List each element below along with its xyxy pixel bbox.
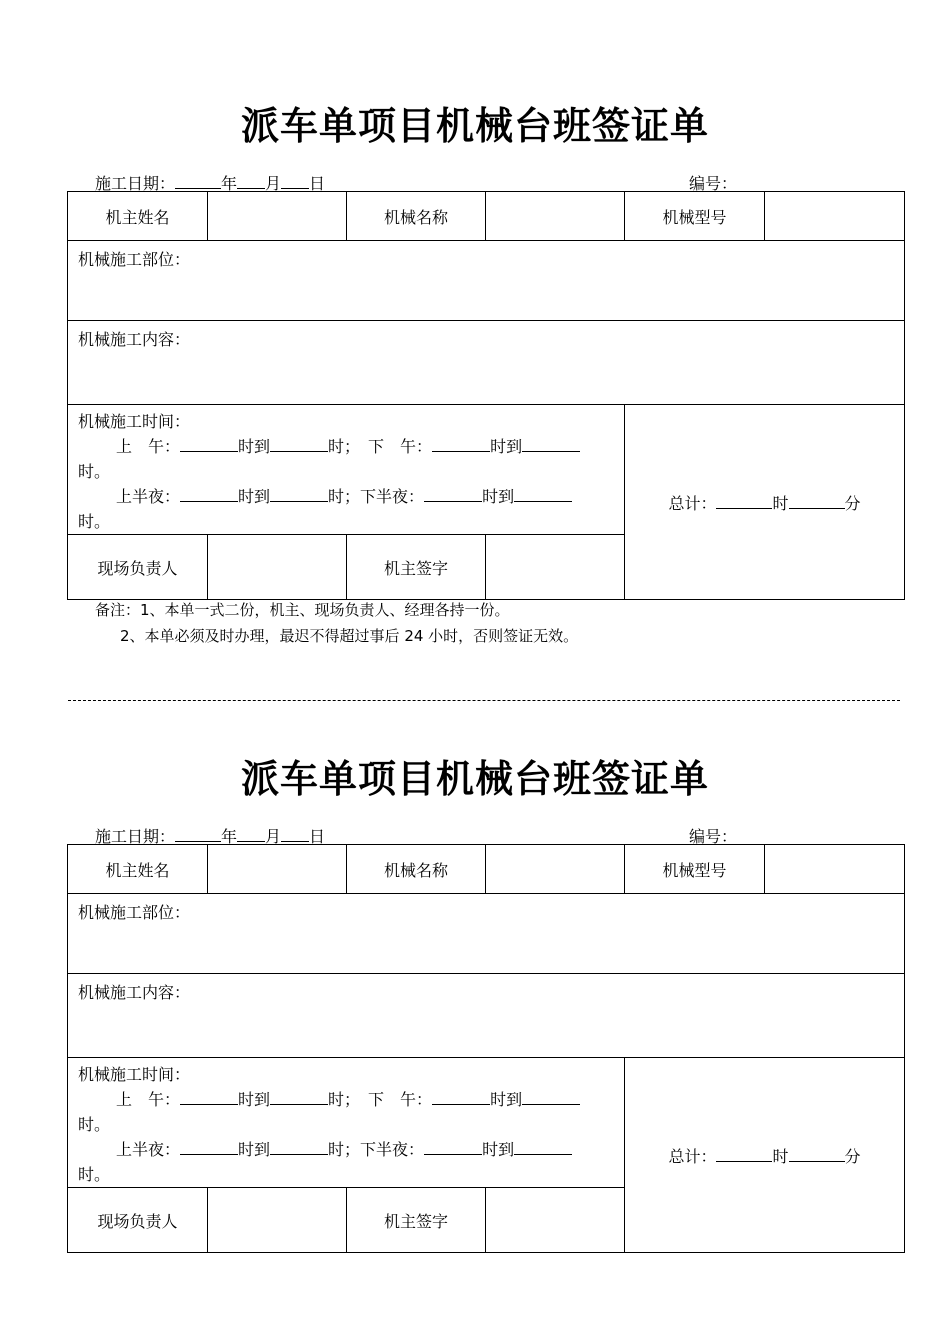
location-label: 机械施工部位：: [78, 903, 191, 922]
machine-model-field[interactable]: [765, 845, 905, 894]
machine-model-field[interactable]: [765, 192, 905, 241]
second-night-start-blank[interactable]: [424, 1140, 482, 1155]
owner-name-label: 机主姓名: [68, 192, 208, 241]
machine-name-field[interactable]: [486, 192, 625, 241]
pm-start-blank[interactable]: [432, 437, 490, 452]
night-shift-end: 时。: [78, 512, 111, 531]
second-night-label: 下半夜：: [360, 487, 425, 506]
time-label: 机械施工时间：: [78, 1065, 191, 1084]
second-night-to: 时到: [482, 487, 515, 506]
cut-line-divider: [68, 700, 900, 701]
total-label: 总计：: [668, 493, 717, 513]
day-shift-line: [78, 1087, 614, 1112]
total-hours-blank[interactable]: [716, 494, 772, 509]
pm-end-blank[interactable]: [522, 437, 580, 452]
time-field: [68, 405, 625, 535]
total-minute-unit: 分: [844, 1146, 861, 1166]
pm-end-blank[interactable]: [522, 1090, 580, 1105]
site-manager-field[interactable]: [208, 1188, 347, 1253]
month-blank[interactable]: [237, 174, 265, 189]
am-label: 上 午：: [116, 437, 181, 456]
owner-signature-field[interactable]: [486, 1188, 625, 1253]
form-table: [67, 191, 905, 600]
am-to: 时到: [238, 1090, 271, 1109]
first-night-hour: 时；: [328, 487, 361, 506]
am-end-blank[interactable]: [270, 437, 328, 452]
first-night-to: 时到: [238, 1140, 271, 1159]
am-end-blank[interactable]: [270, 1090, 328, 1105]
content-field[interactable]: [68, 321, 905, 405]
total-minutes-blank[interactable]: [789, 1147, 845, 1162]
content-label: 机械施工内容：: [78, 330, 191, 349]
first-night-label: 上半夜：: [116, 487, 181, 506]
total-field: [625, 1058, 905, 1253]
form-table: [67, 844, 905, 1253]
owner-signature-label: 机主签字: [347, 535, 486, 600]
total-minutes-blank[interactable]: [789, 494, 845, 509]
year-label: 年: [221, 174, 238, 193]
total-hour-unit: 时: [772, 493, 789, 513]
serial-number-label: 编号：: [689, 827, 738, 846]
am-to: 时到: [238, 437, 271, 456]
day-label: 日: [309, 827, 326, 846]
time-label: 机械施工时间：: [78, 412, 191, 431]
total-field: [625, 405, 905, 600]
pm-to: 时到: [490, 437, 523, 456]
first-night-end-blank[interactable]: [270, 1140, 328, 1155]
notes: [95, 597, 578, 649]
machine-model-label: 机械型号: [625, 845, 765, 894]
am-label: 上 午：: [116, 1090, 181, 1109]
first-night-start-blank[interactable]: [180, 1140, 238, 1155]
day-shift-end: 时。: [78, 462, 111, 481]
pm-start-blank[interactable]: [432, 1090, 490, 1105]
machine-name-label: 机械名称: [347, 192, 486, 241]
date-label: 施工日期：: [95, 174, 176, 193]
month-label: 月: [265, 827, 282, 846]
owner-name-field[interactable]: [208, 845, 347, 894]
note-line-1: 备注：1、本单一式二份，机主、现场负责人、经理各持一份。: [95, 601, 510, 619]
owner-name-label: 机主姓名: [68, 845, 208, 894]
content-field[interactable]: [68, 974, 905, 1058]
owner-signature-label: 机主签字: [347, 1188, 486, 1253]
year-blank[interactable]: [175, 174, 221, 189]
first-night-label: 上半夜：: [116, 1140, 181, 1159]
pm-label: 下 午：: [368, 1090, 433, 1109]
total-label: 总计：: [668, 1146, 717, 1166]
night-shift-line: [78, 1137, 614, 1162]
second-night-end-blank[interactable]: [514, 487, 572, 502]
site-manager-label: 现场负责人: [68, 1188, 208, 1253]
machine-name-field[interactable]: [486, 845, 625, 894]
day-blank[interactable]: [281, 827, 309, 842]
first-night-hour: 时；: [328, 1140, 361, 1159]
am-hour: 时；: [328, 1090, 361, 1109]
total-hours-blank[interactable]: [716, 1147, 772, 1162]
day-label: 日: [309, 174, 326, 193]
form-title: 派车单项目机械台班签证单: [240, 756, 709, 801]
owner-signature-field[interactable]: [486, 535, 625, 600]
first-night-end-blank[interactable]: [270, 487, 328, 502]
serial-number-label: 编号：: [689, 174, 738, 193]
total-minute-unit: 分: [844, 493, 861, 513]
note-line-2: 2、本单必须及时办理，最迟不得超过事后 24 小时，否则签证无效。: [120, 627, 579, 645]
year-blank[interactable]: [175, 827, 221, 842]
time-field: [68, 1058, 625, 1188]
second-night-start-blank[interactable]: [424, 487, 482, 502]
location-field[interactable]: [68, 894, 905, 974]
day-blank[interactable]: [281, 174, 309, 189]
machine-model-label: 机械型号: [625, 192, 765, 241]
site-manager-field[interactable]: [208, 535, 347, 600]
day-shift-line: [78, 434, 614, 459]
year-label: 年: [221, 827, 238, 846]
second-night-label: 下半夜：: [360, 1140, 425, 1159]
day-shift-end: 时。: [78, 1115, 111, 1134]
am-start-blank[interactable]: [180, 437, 238, 452]
date-label: 施工日期：: [95, 827, 176, 846]
second-night-end-blank[interactable]: [514, 1140, 572, 1155]
night-shift-end: 时。: [78, 1165, 111, 1184]
month-blank[interactable]: [237, 827, 265, 842]
second-night-to: 时到: [482, 1140, 515, 1159]
pm-to: 时到: [490, 1090, 523, 1109]
total-hour-unit: 时: [772, 1146, 789, 1166]
night-shift-line: [78, 484, 614, 509]
pm-label: 下 午：: [368, 437, 433, 456]
am-start-blank[interactable]: [180, 1090, 238, 1105]
site-manager-label: 现场负责人: [68, 535, 208, 600]
am-hour: 时；: [328, 437, 361, 456]
first-night-start-blank[interactable]: [180, 487, 238, 502]
location-label: 机械施工部位：: [78, 250, 191, 269]
month-label: 月: [265, 174, 282, 193]
content-label: 机械施工内容：: [78, 983, 191, 1002]
first-night-to: 时到: [238, 487, 271, 506]
location-field[interactable]: [68, 241, 905, 321]
machine-name-label: 机械名称: [347, 845, 486, 894]
form-title: 派车单项目机械台班签证单: [240, 103, 709, 148]
owner-name-field[interactable]: [208, 192, 347, 241]
